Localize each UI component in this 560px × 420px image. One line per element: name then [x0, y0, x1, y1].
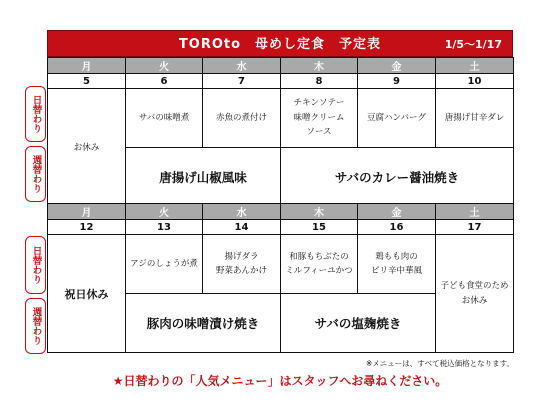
date-cell: 12: [48, 220, 126, 235]
week1-day-row: [48, 58, 514, 74]
day-header-fri: 金: [358, 58, 436, 74]
week2-date-row: [48, 220, 514, 235]
closed-cell: お休み: [48, 89, 126, 206]
date-cell: 17: [436, 220, 514, 235]
day-header-wed: 水: [203, 58, 281, 74]
day-header-mon: 月: [48, 204, 126, 220]
weekly-tag: 週替わり: [25, 298, 46, 354]
date-cell: 9: [358, 74, 436, 89]
day-header-mon: 月: [48, 58, 126, 74]
weekly-dish-1: 唐揚げ山椒風味: [126, 148, 281, 206]
day-header-wed: 水: [203, 204, 281, 220]
daily-dish-thu: 和豚もちぶたの ミルフィーユかつ: [281, 235, 358, 294]
saturday-closed-cell: 子ども食堂のため お休み: [436, 235, 514, 353]
day-header-sat: 土: [436, 204, 514, 220]
date-cell: 6: [126, 74, 203, 89]
daily-dish-thu: チキンソテー 味噌クリーム ソース: [281, 89, 358, 148]
date-cell: 14: [203, 220, 281, 235]
daily-dish-fri: 鶏もも肉の ピリ辛中華風: [358, 235, 436, 294]
daily-dish-wed: 赤魚の煮付け: [203, 89, 281, 148]
week2-schedule-table: [47, 203, 514, 353]
weekly-tag: 週替わり: [25, 146, 46, 202]
daily-tag: 日替わり: [25, 86, 46, 142]
weekly-dish-2: サバの塩麹焼き: [281, 294, 436, 353]
footer-message: ★日替わりの「人気メニュー」はスタッフへお尋ねください。: [112, 374, 448, 388]
page-title: TOROto 母めし定食 予定表: [178, 37, 382, 52]
week2-daily-row: [48, 235, 514, 294]
date-cell: 5: [48, 74, 126, 89]
date-cell: 10: [436, 74, 514, 89]
date-cell: 7: [203, 74, 281, 89]
weekly-dish-2: サバのカレー醤油焼き: [281, 148, 514, 206]
day-header-thu: 木: [281, 204, 358, 220]
daily-dish-sat: 唐揚げ甘辛ダレ: [436, 89, 514, 148]
day-header-thu: 木: [281, 58, 358, 74]
tax-note: ※メニューは、すべて税込価格となります。: [365, 359, 514, 368]
date-cell: 16: [358, 220, 436, 235]
day-header-sat: 土: [436, 58, 514, 74]
header-banner: [47, 30, 513, 57]
day-header-tue: 火: [126, 204, 203, 220]
holiday-cell: 祝日休み: [48, 235, 126, 353]
daily-dish-fri: 豆腐ハンバーグ: [358, 89, 436, 148]
week1-daily-row: [48, 89, 514, 148]
week1-date-row: [48, 74, 514, 89]
date-range: 1/5〜1/17: [444, 38, 502, 51]
daily-dish-tue: アジのしょうが煮: [126, 235, 203, 294]
date-cell: 15: [281, 220, 358, 235]
date-cell: 13: [126, 220, 203, 235]
week1-schedule-table: [47, 57, 514, 206]
week2-day-row: [48, 204, 514, 220]
day-header-fri: 金: [358, 204, 436, 220]
daily-dish-wed: 揚げダラ 野菜あんかけ: [203, 235, 281, 294]
date-cell: 8: [281, 74, 358, 89]
daily-dish-tue: サバの味噌煮: [126, 89, 203, 148]
weekly-dish-1: 豚肉の味噌漬け焼き: [126, 294, 281, 353]
day-header-tue: 火: [126, 58, 203, 74]
daily-tag: 日替わり: [25, 236, 46, 294]
